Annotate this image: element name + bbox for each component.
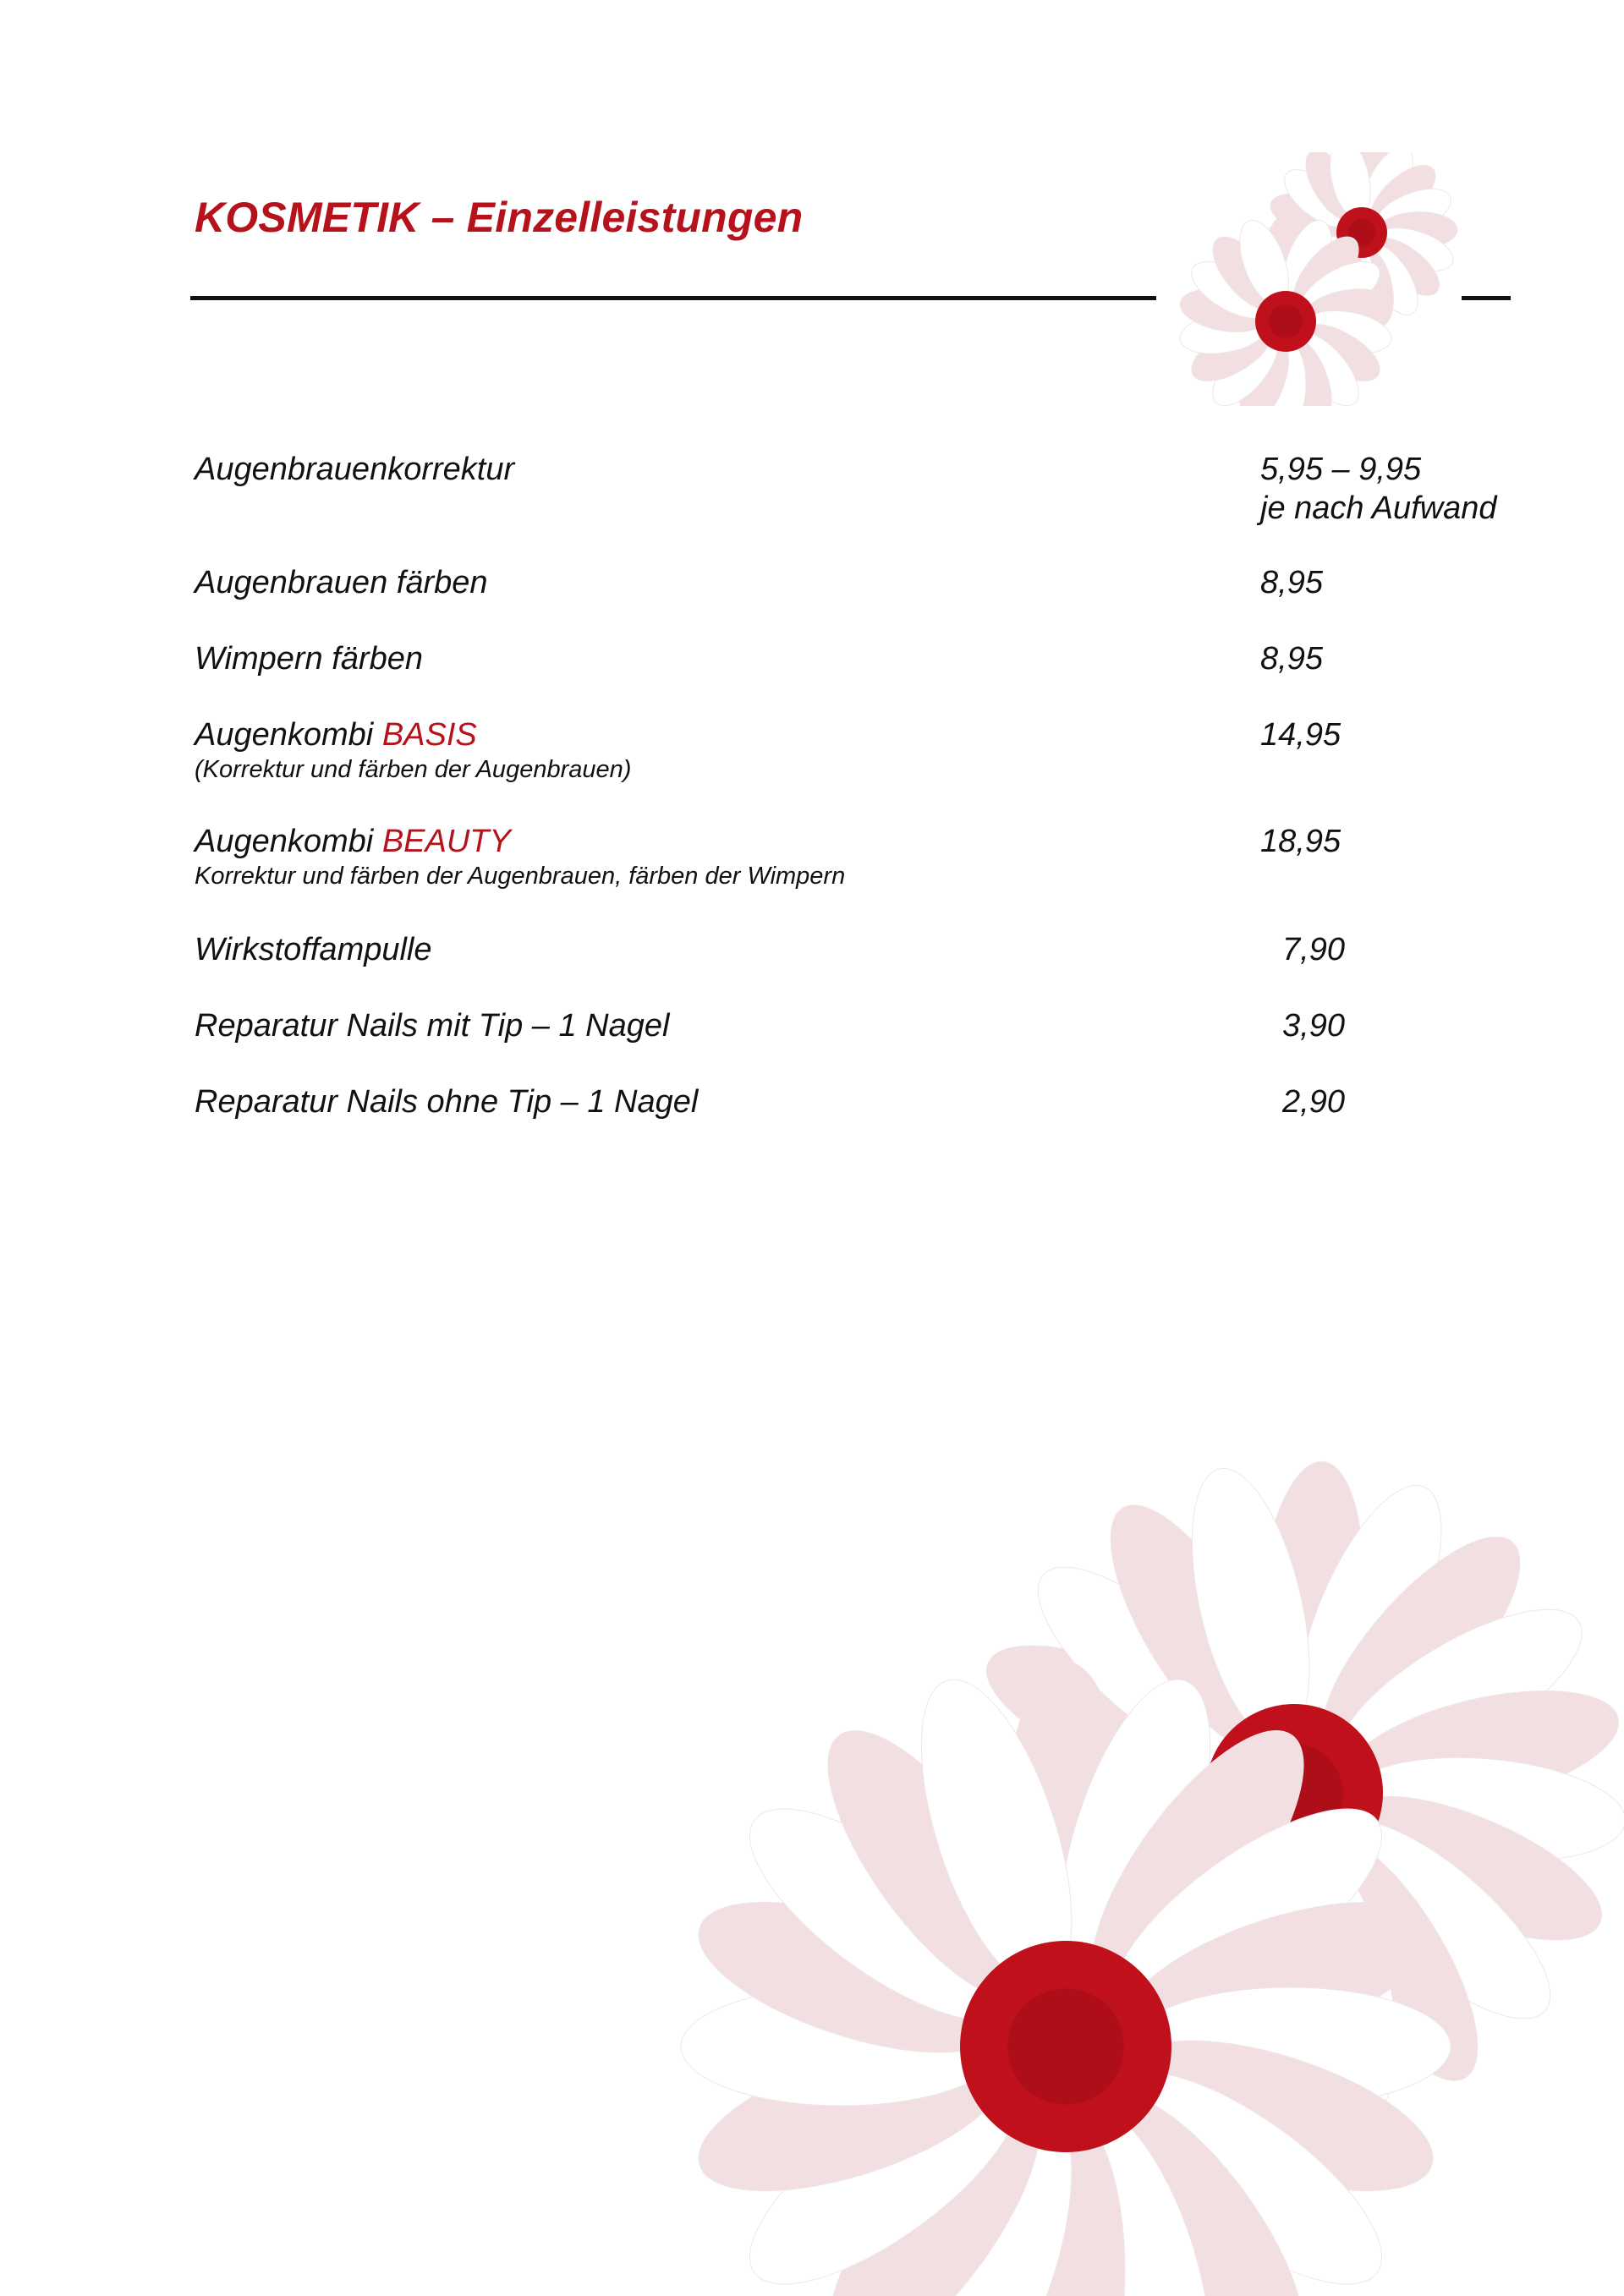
service-item [195, 639, 1565, 715]
service-price: 18,95 [1260, 824, 1341, 859]
service-price: 2,90 [1282, 1084, 1345, 1120]
daisy-flowers-decoration-top [1150, 152, 1506, 406]
service-description: (Korrektur und färben der Augenbrauen) [195, 756, 632, 783]
service-name-accent: BASIS [381, 717, 477, 753]
service-price: 14,95 [1260, 717, 1341, 753]
service-item [195, 930, 1565, 1006]
service-name [195, 715, 1565, 754]
service-name: Wimpern färben [195, 641, 423, 677]
daisy-flowers-decoration-bottom [660, 1438, 1624, 2296]
service-name-prefix: Augenkombi [195, 717, 382, 753]
service-name: Reparatur Nails ohne Tip – 1 Nagel [195, 1084, 699, 1120]
service-price: 8,95 [1260, 641, 1323, 677]
service-description: Korrektur und färben der Augenbrauen, färben der Wimpern [195, 863, 846, 890]
service-item [195, 450, 1565, 563]
service-name: Augenbrauen färben [195, 565, 488, 600]
service-item [195, 1082, 1565, 1133]
title-divider [190, 296, 1156, 300]
service-name: Reparatur Nails mit Tip – 1 Nagel [195, 1008, 670, 1044]
service-price-list [195, 450, 1565, 1133]
service-name-accent: BEAUTY [381, 824, 511, 859]
daisy-center-shade [1007, 1988, 1124, 2105]
service-price: 8,95 [1260, 565, 1323, 600]
service-name: Augenbrauenkorrektur [195, 452, 515, 487]
service-price: 3,90 [1282, 1008, 1345, 1044]
service-name-prefix: Augenkombi [195, 824, 382, 859]
service-price: 7,90 [1282, 932, 1345, 967]
service-price: 5,95 – 9,95 [1260, 452, 1422, 487]
service-item [195, 822, 1565, 930]
daisy-center-shade [1269, 304, 1303, 338]
service-item [195, 715, 1565, 822]
service-name: Wirkstoffampulle [195, 932, 432, 967]
service-item [195, 1006, 1565, 1082]
page-title: KOSMETIK – Einzelleistungen [195, 194, 804, 241]
service-item [195, 563, 1565, 639]
service-price-note: je nach Aufwand [1260, 490, 1497, 526]
service-name [195, 822, 1565, 861]
